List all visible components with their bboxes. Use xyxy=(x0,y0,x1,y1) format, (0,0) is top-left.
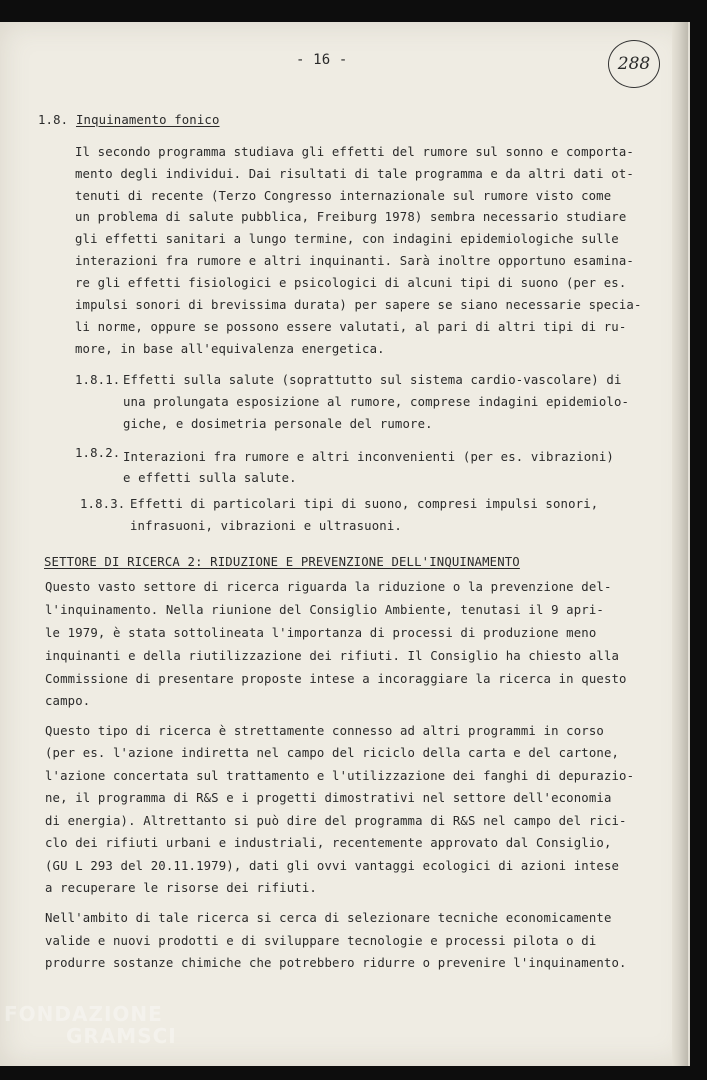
paragraph-line: l'azione concertata sul trattamento e l'utilizzazione dei fanghi di depurazio- xyxy=(45,769,635,783)
watermark-line-2: GRAMSCI xyxy=(66,1024,177,1048)
page-number: - 16 - xyxy=(296,52,348,68)
paragraph-line: (per es. l'azione indiretta nel campo del riciclo della carta e del cartone, xyxy=(45,746,620,760)
subitem-number: 1.8.2. xyxy=(75,446,121,460)
page-edge xyxy=(672,22,688,1066)
subitem-line: e effetti sulla salute. xyxy=(123,471,297,485)
paragraph-line: l'inquinamento. Nella riunione del Consiglio Ambiente, tenutasi il 9 apri- xyxy=(45,603,604,617)
archive-stamp: 288 xyxy=(608,40,660,88)
subitem-line: una prolungata esposizione al rumore, comprese indagini epidemiolo- xyxy=(123,395,630,409)
subitem-line: infrasuoni, vibrazioni e ultrasuoni. xyxy=(130,519,402,533)
subitem-line: Interazioni fra rumore e altri inconvenienti (per es. vibrazioni) xyxy=(123,450,614,464)
paragraph-line: more, in base all'equivalenza energetica. xyxy=(75,342,385,356)
subitem-number: 1.8.3. xyxy=(80,497,126,511)
subitem-line: Effetti di particolari tipi di suono, compresi impulsi sonori, xyxy=(130,497,599,511)
section-number: 1.8. xyxy=(38,113,69,127)
paragraph-line: campo. xyxy=(45,694,91,708)
paragraph-line: un problema di salute pubblica, Freiburg 1978) sembra necessario studiare xyxy=(75,210,627,224)
paragraph-line: ne, il programma di R&S e i progetti dimostrativi nel settore dell'economia xyxy=(45,791,612,805)
paragraph-line: impulsi sonori di brevissima durata) per sapere se siano necessarie specia- xyxy=(75,298,642,312)
paragraph-line: Questo tipo di ricerca è strettamente connesso ad altri programmi in corso xyxy=(45,724,604,738)
watermark-logo xyxy=(4,1003,177,1047)
paragraph-line: interazioni fra rumore e altri inquinanti. Sarà inoltre opportuno esamina- xyxy=(75,254,634,268)
paragraph-line: Nell'ambito di tale ricerca si cerca di selezionare tecniche economicamente xyxy=(45,911,612,925)
paragraph-line: tenuti di recente (Terzo Congresso internazionale sul rumore visto come xyxy=(75,189,612,203)
paragraph-line: produrre sostanze chimiche che potrebbero ridurre o prevenire l'inquinamento. xyxy=(45,956,627,970)
paragraph-line: mento degli individui. Dai risultati di tale programma e da altri dati ot- xyxy=(75,167,634,181)
section-title: Inquinamento fonico xyxy=(76,113,220,127)
paragraph-line: (GU L 293 del 20.11.1979), dati gli ovvi vantaggi ecologici di azioni intese xyxy=(45,859,620,873)
paragraph-line: clo dei rifiuti urbani e industriali, recentemente approvato dal Consiglio, xyxy=(45,836,612,850)
paragraph-line: valide e nuovi prodotti e di sviluppare tecnologie e processi pilota o di xyxy=(45,934,597,948)
subitem-line: Effetti sulla salute (soprattutto sul sistema cardio-vascolare) di xyxy=(123,373,622,387)
paragraph-line: Commissione di presentare proposte intese a incoraggiare la ricerca in questo xyxy=(45,672,627,686)
paragraph-line: inquinanti e della riutilizzazione dei rifiuti. Il Consiglio ha chiesto alla xyxy=(45,649,620,663)
watermark-line-1: FONDAZIONE xyxy=(4,1002,163,1026)
subitem-line: giche, e dosimetria personale del rumore. xyxy=(123,417,433,431)
sector-heading: SETTORE DI RICERCA 2: RIDUZIONE E PREVENZIONE DELL'INQUINAMENTO xyxy=(44,555,520,569)
paragraph-line: re gli effetti fisiologici e psicologici di alcuni tipi di suono (per es. xyxy=(75,276,627,290)
paragraph-line: li norme, oppure se possono essere valutati, al pari di altri tipi di ru- xyxy=(75,320,627,334)
paragraph-line: le 1979, è stata sottolineata l'importanza di processi di produzione meno xyxy=(45,626,597,640)
paragraph-line: Il secondo programma studiava gli effetti del rumore sul sonno e comporta- xyxy=(75,145,634,159)
paragraph-line: a recuperare le risorse dei rifiuti. xyxy=(45,881,317,895)
subitem-number: 1.8.1. xyxy=(75,373,121,387)
paragraph-line: Questo vasto settore di ricerca riguarda la riduzione o la prevenzione del- xyxy=(45,580,612,594)
paragraph-line: di energia). Altrettanto si può dire del programma di R&S nel campo del rici- xyxy=(45,814,627,828)
paragraph-line: gli effetti sanitari a lungo termine, con indagini epidemiologiche sulle xyxy=(75,232,619,246)
